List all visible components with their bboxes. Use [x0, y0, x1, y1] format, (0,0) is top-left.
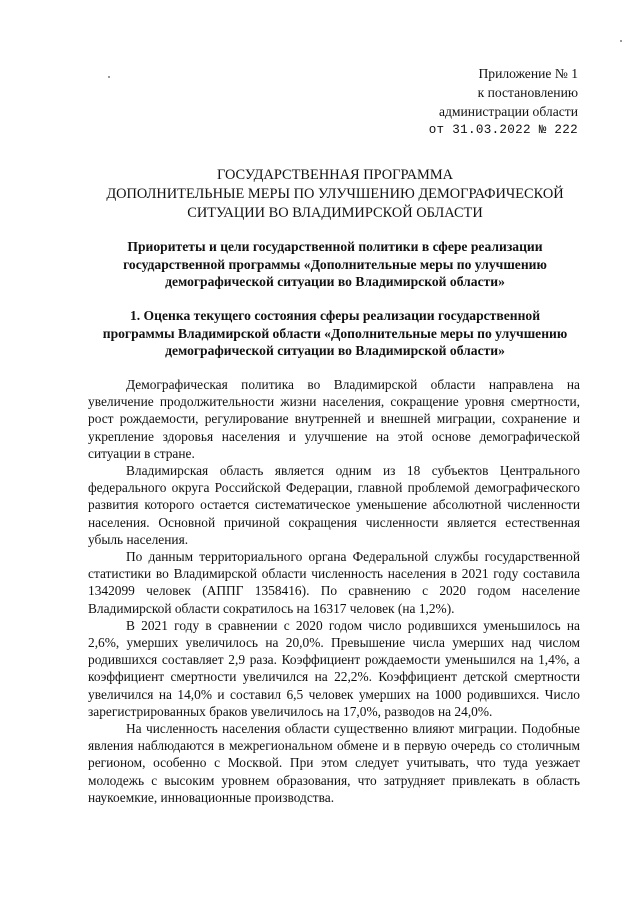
- title-line: ДОПОЛНИТЕЛЬНЫЕ МЕРЫ ПО УЛУЧШЕНИЮ ДЕМОГРАФИЧЕСКОЙ: [106, 186, 564, 202]
- heading-line: программы Владимирской области «Дополнительные меры по улучшению: [102, 325, 568, 341]
- paragraph: В 2021 году в сравнении с 2020 годом число родившихся уменьшилось на 2,6%, умерших увеличилось на 20,0%. Превышение числа умерших над числом родившихся составляет 2,9 раза. Коэффициент рождаемости уменьшился на 1,4%, а коэффициент смертности увеличился на 22,2%. Коэффициент детской смертности увеличился на 14,0% и составил 6,5 человек умерших на 1000 родившихся. Число зарегистрированных браков увеличилось на 17,0%, разводов на 24,0%.: [88, 617, 580, 719]
- paragraph: По данным территориального органа Федеральной службы государственной статистики во Владимирской области численность населения в 2021 году составила 1342099 человек (АППГ 1358416). По сравнению с 2020 годом население Владимирской области сократилось на 16317 человек (на 1,2%).: [88, 549, 580, 616]
- body-text: [88, 376, 580, 806]
- paragraph: Владимирская область является одним из 18 субъектов Центрального федерального округа Российской Федерации, главной проблемой демографического развития которого остается систематическое уменьшение абсолютной численности населения. Основной причиной сокращения численности является естественная убыль населения.: [88, 463, 580, 547]
- annex-number: Приложение № 1: [478, 66, 578, 81]
- heading-line: Приоритеты и цели государственной политики в сфере реализации: [127, 239, 543, 254]
- heading-line: демографической ситуации во Владимирской области»: [165, 343, 505, 358]
- scan-speck: [620, 40, 622, 42]
- scan-speck: [108, 76, 110, 78]
- annex-authority: администрации области: [438, 104, 578, 119]
- title-line: СИТУАЦИИ ВО ВЛАДИМИРСКОЙ ОБЛАСТИ: [187, 205, 483, 221]
- title-line: ГОСУДАРСТВЕННАЯ ПРОГРАММА: [216, 167, 454, 183]
- paragraph: На численность населения области существенно влияют миграции. Подобные явления наблюдаются в межрегиональном обмене и в первую очередь со столичным регионом, особенно с Москвой. При этом следует учитывать, что туда уезжает молодежь с высоким уровнем образования, что затрудняет привлекать в область наукоемкие, инновационные производства.: [88, 721, 580, 805]
- annex-header: [429, 64, 578, 140]
- annex-date-number: от 31.03.2022 № 222: [428, 123, 578, 137]
- paragraph: Демографическая политика во Владимирской области направлена на увеличение продолжительности жизни населения, сокращение уровня смертности, рост рождаемости, регулирование внутренней и внешней миграции, сохранение и укрепление здоровья населения и улучшение на этой основе демографической ситуации в стране.: [88, 377, 580, 461]
- section-1-heading: [70, 307, 600, 360]
- program-title: [70, 166, 600, 223]
- heading-line: демографической ситуации во Владимирской области»: [165, 274, 505, 289]
- priorities-heading: [70, 238, 600, 291]
- heading-line: государственной программы «Дополнительные меры по улучшению: [123, 256, 547, 272]
- heading-line: 1. Оценка текущего состояния сферы реализации государственной: [129, 308, 541, 323]
- annex-resolution: к постановлению: [477, 85, 578, 100]
